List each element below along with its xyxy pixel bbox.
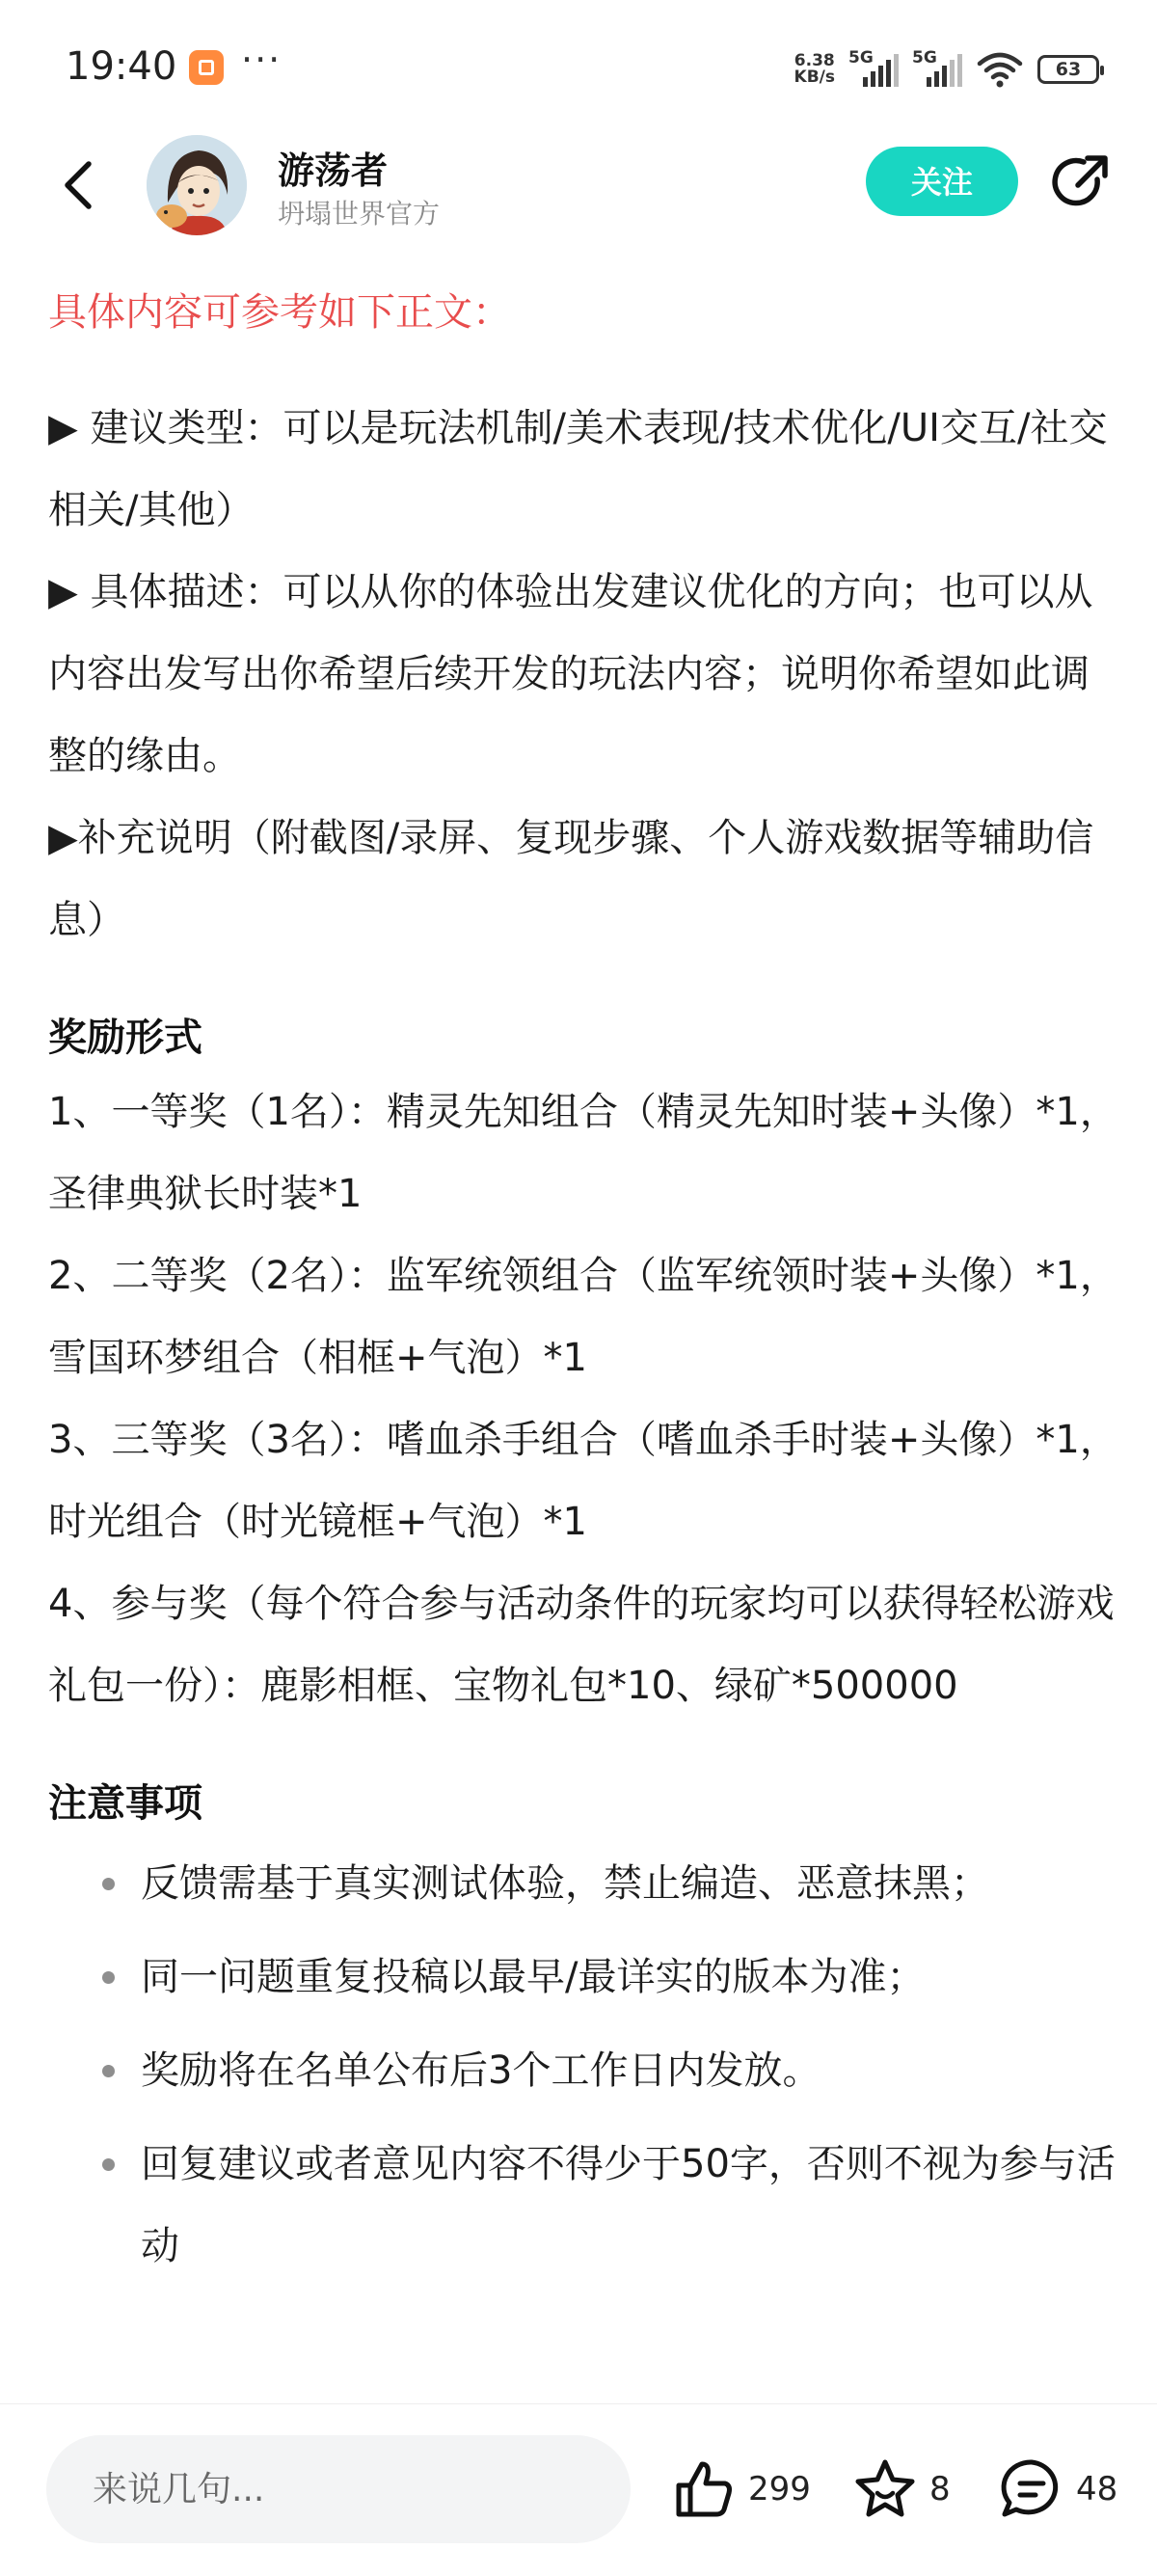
bullet-icon <box>102 2065 115 2077</box>
list-item: 反馈需基于真实测试体验，禁止编造、恶意抹黑； <box>48 1843 1118 1925</box>
suggestion-type: ▶ 建议类型：可以是玩法机制/美术表现/技术优化/UI交互/社交相关/其他） <box>48 406 1108 532</box>
comment-icon <box>999 2456 1064 2522</box>
comment-button[interactable] <box>999 2449 1117 2530</box>
list-item: 奖励将在名单公布后3个工作日内发放。 <box>48 2030 1118 2112</box>
author-subtitle: 坍塌世界官方 <box>278 198 441 230</box>
like-button[interactable] <box>671 2449 811 2530</box>
reward-second: 2、二等奖（2名）：监军统领组合（监军统领时装+头像）*1，雪国环梦组合（相框+气泡）*1 <box>48 1254 1118 1380</box>
avatar-illustration-icon <box>147 135 247 235</box>
status-bar <box>0 0 1157 135</box>
reward-participation: 4、参与奖（每个符合参与活动条件的玩家均可以获得轻松游戏礼包一份）：鹿影相框、宝物礼包*10、绿矿*500000 <box>48 1582 1115 1708</box>
comment-count: 48 <box>1076 2470 1118 2508</box>
thumbs-up-icon <box>671 2456 737 2522</box>
bottom-action-bar <box>0 2403 1157 2576</box>
favorite-count: 8 <box>929 2470 951 2508</box>
list-item: 同一问题重复投稿以最早/最详实的版本为准； <box>48 1937 1118 2019</box>
reward-first: 1、一等奖（1名）：精灵先知组合（精灵先知时装+头像）*1，圣律典狱长时装*1 <box>48 1090 1118 1216</box>
notes-section-title: 注意事项 <box>48 1781 202 1826</box>
article-lead: 具体内容可参考如下正文： <box>48 290 511 335</box>
more-notifications-icon: ··· <box>241 39 283 81</box>
signal-1-icon: 5G <box>848 52 899 87</box>
reward-section-title: 奖励形式 <box>48 1016 202 1060</box>
author-name[interactable]: 游荡者 <box>278 149 389 192</box>
article-body <box>48 280 1118 2299</box>
wifi-icon <box>976 50 1024 89</box>
status-time: 19:40 <box>66 44 177 89</box>
comment-input[interactable] <box>46 2435 631 2543</box>
network-speed: 6.38 KB/s <box>794 51 835 87</box>
reward-third: 3、三等奖（3名）：嗜血杀手组合（嗜血杀手时装+头像）*1，时光组合（时光镜框+气泡）*1 <box>48 1418 1118 1544</box>
suggestion-supplement: ▶补充说明（附截图/录屏、复现步骤、个人游戏数据等辅助信息） <box>48 816 1094 942</box>
list-item: 回复建议或者意见内容不得少于50字，否则不视为参与活动 <box>48 2124 1118 2288</box>
post-header <box>0 135 1157 251</box>
back-arrow-icon[interactable] <box>52 156 110 214</box>
notes-list <box>48 1843 1118 2288</box>
share-icon[interactable] <box>1047 150 1113 216</box>
battery-icon: 63 <box>1037 55 1099 84</box>
star-icon <box>852 2456 918 2522</box>
bullet-icon <box>102 1878 115 1890</box>
like-count: 299 <box>748 2470 811 2508</box>
signal-2-icon: 5G <box>912 52 962 87</box>
author-avatar[interactable] <box>147 135 247 235</box>
suggestion-description: ▶ 具体描述：可以从你的体验出发建议优化的方向；也可以从内容出发写出你希望后续开发的玩法内容；说明你希望如此调整的缘由。 <box>48 570 1093 778</box>
bullet-icon <box>102 2158 115 2171</box>
app-notification-icon <box>189 50 224 85</box>
favorite-button[interactable] <box>852 2449 951 2530</box>
follow-button[interactable]: 关注 <box>866 147 1018 216</box>
bullet-icon <box>102 1971 115 1984</box>
